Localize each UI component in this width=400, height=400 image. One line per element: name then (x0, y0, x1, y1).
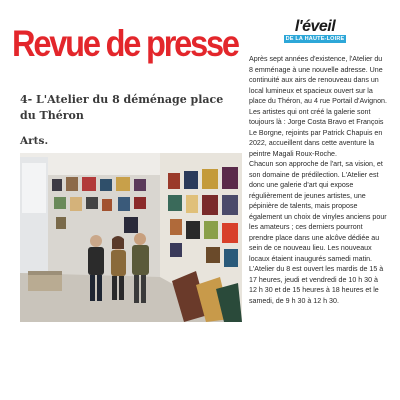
article-paragraph: Les artistes qui ont créé la galerie sont toujours là : Jorge Costa Bravo et François Le Borgne, rejoints par Patrick Chapuis en 2022, accueillent dans cette aventure la peintre Magali Roux-Roche. (249, 107, 384, 158)
article-paragraph: Après sept années d'existence, l'Atelier du 8 emménage à une nouvelle adresse. Une continuité aux airs de renouveau dans un local lumineux et spacieux ouvert sur la place du Théron, au 4 rue Portail d'Avignon. (249, 55, 387, 105)
article-headline: 4- L'Atelier du 8 déménage place du Théron (20, 93, 224, 122)
logo-band: DE LA HAUTE-LOIRE (285, 36, 345, 42)
article-photo (20, 153, 242, 322)
article-paragraph: Chacun son approche de l'art, sa vision, et son domaine de prédilection. L'Atelier est donc une galerie d'art qui expose régulièrement de jeunes artistes, une pépinière de talents, mais propose également un choix de vinyles anciens pour les amateurs ; ces derniers pourront prendre place dans une alcôve dédiée au sein de ce nouveau lieu. Les nouveaux locaux étaient inaugurés samedi matin. (249, 160, 387, 263)
article-body (249, 54, 387, 306)
logo-wordmark: l'éveil (294, 18, 336, 35)
masthead-title: Revue de presse (12, 23, 238, 64)
newspaper-logo (284, 18, 346, 40)
article-paragraph: L'Atelier du 8 est ouvert les mardis de 15 à 17 heures, jeudi et vendredi de 10 h 30 à 12 h 30 et de 15 heures à 18 heures et le samedi, de 9 h 30 à 12 h 30. (249, 265, 384, 305)
article-section: Arts. (20, 135, 49, 147)
